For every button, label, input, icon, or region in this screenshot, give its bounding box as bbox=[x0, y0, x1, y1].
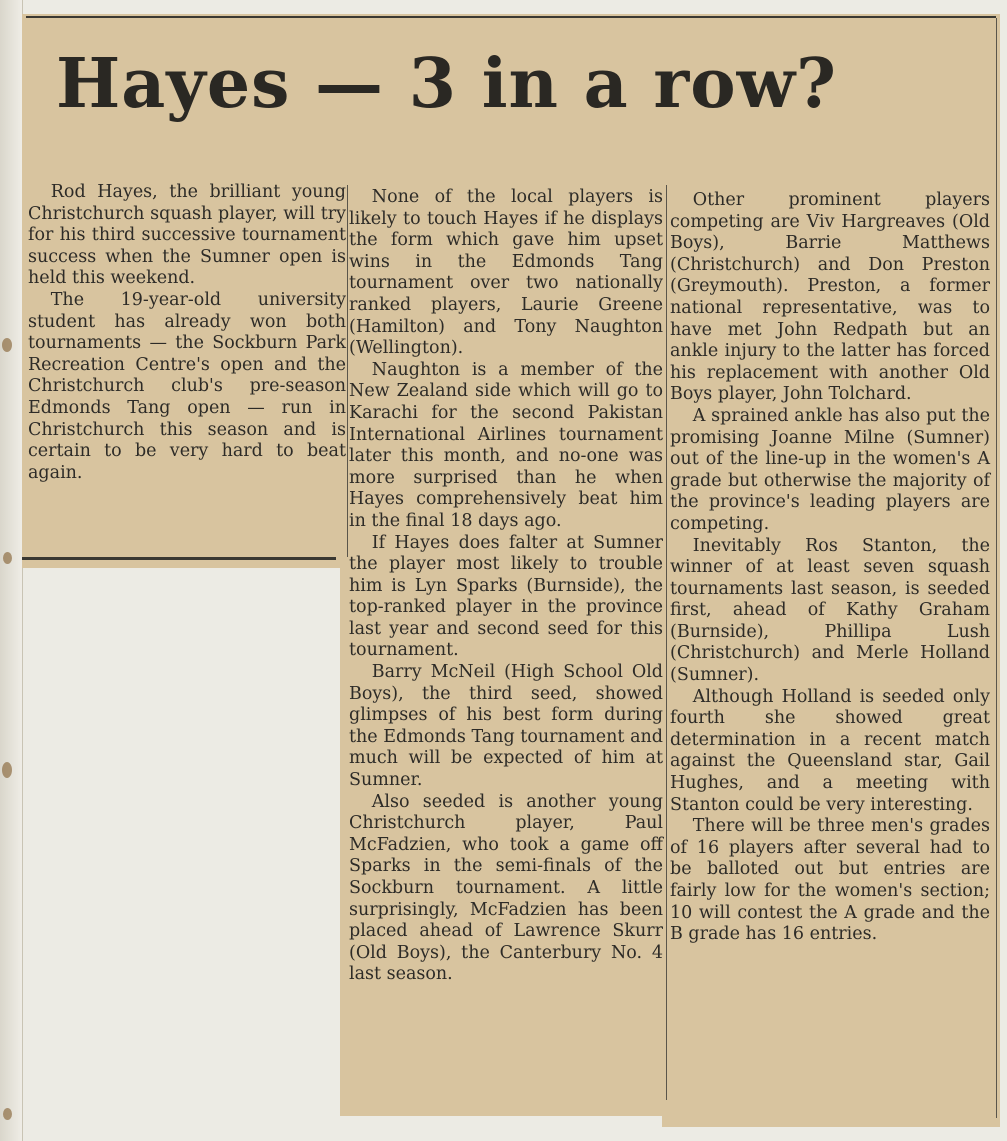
album-page-edge bbox=[0, 0, 23, 1141]
glue-stain bbox=[2, 338, 12, 352]
glue-stain bbox=[3, 552, 12, 564]
paragraph: Rod Hayes, the brilliant young Christchurch squash player, will try for his third successive tournament success when the Sumner open is held this weekend. bbox=[28, 182, 346, 289]
column-end-rule bbox=[22, 557, 336, 560]
headline: Hayes — 3 in a row? bbox=[56, 44, 837, 124]
paragraph: If Hayes does falter at Sumner the player most likely to trouble him is Lyn Sparks (Burnside), the top-ranked player in the province last year and second seed for this tournament. bbox=[349, 532, 663, 661]
clipping-right-border bbox=[996, 18, 997, 1118]
article-column-1 bbox=[28, 182, 346, 484]
paragraph: There will be three men's grades of 16 players after several had to be balloted out but entries are fairly low for the women's section; 10 will contest the A grade and the B grade has 16 entries. bbox=[670, 816, 990, 945]
headline-top-rule bbox=[26, 16, 996, 18]
paragraph: Inevitably Ros Stanton, the winner of at least seven squash tournaments last season, is seeded first, ahead of Kathy Graham (Burnside), Phillipa Lush (Christchurch) and Merle Holland (Sumner). bbox=[670, 535, 990, 686]
article-column-2 bbox=[349, 187, 663, 986]
column-divider bbox=[666, 185, 667, 1100]
paragraph: Also seeded is another young Christchurch player, Paul McFadzien, who took a game off Sparks in the semi-finals of the Sockburn tournament. A little surprisingly, McFadzien has been placed ahead of Lawrence Skurr (Old Boys), the Canterbury No. 4 last season. bbox=[349, 791, 663, 985]
paragraph: A sprained ankle has also put the promising Joanne Milne (Sumner) out of the line-up in the women's A grade but otherwise the majority of the province's leading players are competing. bbox=[670, 405, 990, 534]
article-column-3 bbox=[670, 190, 990, 946]
paragraph: Other prominent players competing are Viv Hargreaves (Old Boys), Barrie Matthews (Christchurch) and Don Preston (Greymouth). Preston, a former national representative, was to have met John Redpath but an ankle injury to the latter has forced his replacement with another Old Boys player, John Tolchard. bbox=[670, 190, 990, 405]
paragraph: Barry McNeil (High School Old Boys), the third seed, showed glimpses of his best form during the Edmonds Tang tournament and much will be expected of him at Sumner. bbox=[349, 662, 663, 791]
column-divider bbox=[347, 185, 348, 557]
glue-stain bbox=[2, 762, 12, 778]
paragraph: Naughton is a member of the New Zealand side which will go to Karachi for the second Pakistan International Airlines tournament later this month, and no-one was more surprised than he when Hayes comprehensively beat him in the final 18 days ago. bbox=[349, 359, 663, 531]
glue-stain bbox=[3, 1108, 12, 1120]
paragraph: Although Holland is seeded only fourth she showed great determination in a recent match against the Queensland star, Gail Hughes, and a meeting with Stanton could be very interesting. bbox=[670, 686, 990, 815]
paragraph: The 19-year-old university student has already won both tournaments — the Sockburn Park Recreation Centre's open and the Christchurch club's pre-season Edmonds Tang open — run in Christchurch this season and is certain to be very hard to beat again. bbox=[28, 289, 346, 483]
paragraph: None of the local players is likely to touch Hayes if he displays the form which gave him upset wins in the Edmonds Tang tournament over two nationally ranked players, Laurie Greene (Hamilton) and Tony Naughton (Wellington). bbox=[349, 187, 663, 359]
